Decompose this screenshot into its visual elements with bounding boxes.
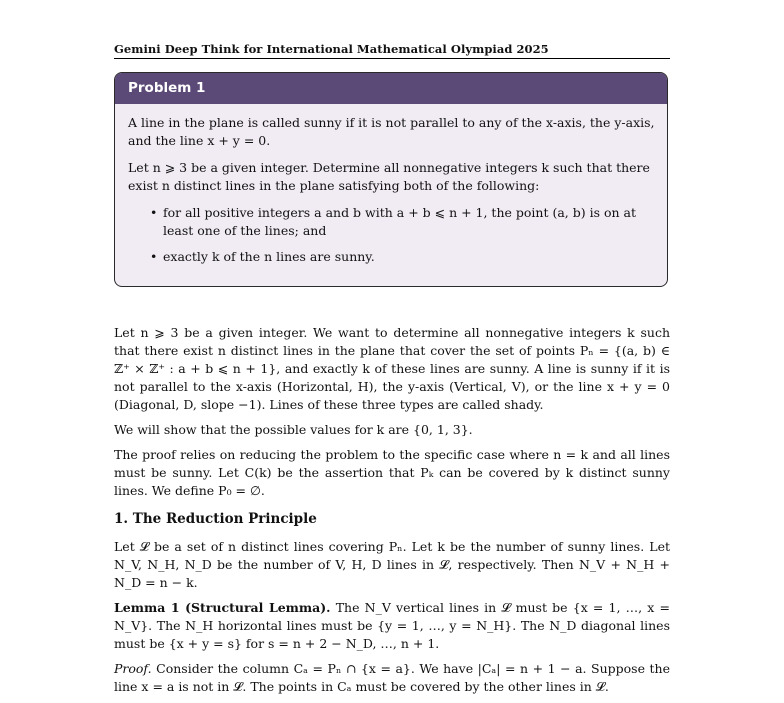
proof [114, 660, 670, 696]
problem-statement: Let n ⩾ 3 be a given integer. Determine all nonnegative integers k such that there exist n distinct lines in the plane satisfying both of the following: [128, 160, 650, 193]
solution-body [114, 324, 670, 703]
section-heading: 1. The Reduction Principle [114, 511, 317, 527]
lemma-label: Lemma 1 (Structural Lemma). [114, 600, 331, 615]
problem-body [115, 104, 667, 266]
proof-text: Consider the column Cₐ = Pₙ ∩ {x = a}. We have |Cₐ| = n + 1 − a. Suppose the line x = a is not in 𝓛. The points in Cₐ must be covered by the other lines in 𝓛. [114, 661, 671, 694]
lemma-text: The N_V vertical lines in 𝓛 must be {x = 1, …, x = N_V}. The N_H horizontal lines must be {y = 1, …, y = N_H}. The N_D diagonal lines must be {x + y = s} for s = n + 2 − N_D, …, n + 1. [114, 600, 671, 651]
problem-conditions [128, 204, 655, 266]
problem-title: Problem 1 [115, 73, 667, 104]
problem-intro: A line in the plane is called sunny if it is not parallel to any of the x-axis, the y-axis, and the line x + y = 0. [128, 115, 655, 148]
solution-paragraph: We will show that the possible values for k are {0, 1, 3}. [114, 422, 473, 437]
condition-item: • exactly k of the n lines are sunny. [150, 248, 655, 266]
lemma [114, 599, 670, 653]
solution-paragraph: Let 𝓛 be a set of n distinct lines covering Pₙ. Let k be the number of sunny lines. Let N_V, N_H, N_D be the number of V, H, D lines in 𝓛, respectively. Then N_V + N_H + N_D = n − k. [114, 539, 670, 590]
solution-paragraph: The proof relies on reducing the problem to the specific case where n = k and all lines must be sunny. Let C(k) be the assertion that Pₖ can be covered by k distinct sunny lines. We define P₀ = ∅. [114, 447, 670, 498]
solution-paragraph: Let n ⩾ 3 be a given integer. We want to determine all nonnegative integers k such that there exist n distinct lines in the plane that cover the set of points Pₙ = {(a, b) ∈ ℤ⁺ × ℤ⁺ : a + b ⩽ n + 1}, and exactly k of these lines are sunny. A line is sunny if it is not parallel to the x-axis (Horizontal, H), the y-axis (Vertical, V), or the line x + y = 0 (Diagonal, D, slope −1). Lines of these three types are called shady. [114, 325, 670, 412]
running-header: Gemini Deep Think for International Mathematical Olympiad 2025 [114, 42, 670, 59]
condition-item: • for all positive integers a and b with a + b ⩽ n + 1, the point (a, b) is on at least one of the lines; and [150, 204, 655, 239]
proof-label: Proof. [114, 661, 152, 676]
problem-box [114, 72, 668, 287]
